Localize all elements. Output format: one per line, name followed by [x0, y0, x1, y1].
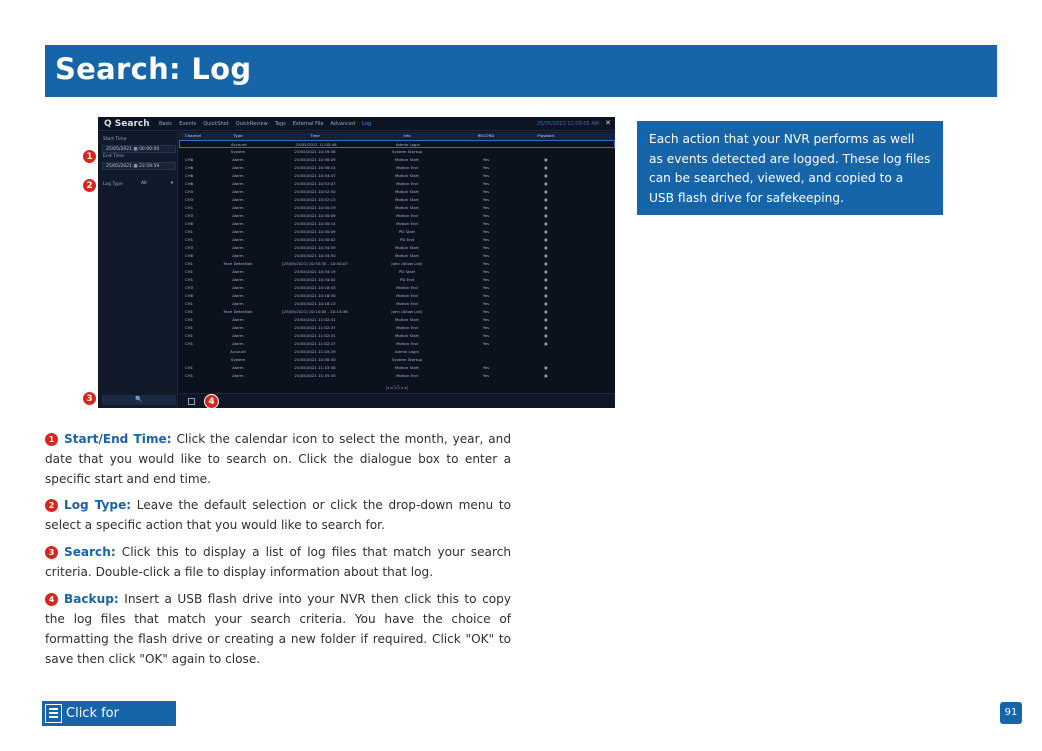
cell-record: Yes: [482, 173, 490, 178]
cell-channel: CH1: [185, 205, 194, 210]
cell-record: Yes: [482, 157, 490, 162]
cell-channel: CH6: [185, 181, 194, 186]
cell-record: [451, 356, 521, 364]
table-row[interactable]: [179, 300, 615, 308]
item-text: Insert a USB flash drive into your NVR then click this to copy the log files that match your search criteria. You have the choice of formatting the flash drive or creating a new folder if required. Click "OK" to save then click "OK" again to close.: [45, 592, 511, 666]
tab-external-file[interactable]: External File: [292, 121, 324, 127]
playback-icon[interactable]: ▣: [544, 373, 548, 378]
col-info[interactable]: Info: [403, 133, 411, 138]
table-row[interactable]: [179, 212, 615, 220]
cell-time: 25/05/2021 10:52:13: [294, 197, 336, 202]
item-text: Click this to display a list of log files that match your search criteria. Double-click a file to display information about that log.: [45, 545, 511, 579]
cell-type: Alarm: [232, 285, 244, 290]
cell-info: Motion End: [396, 165, 418, 170]
callout-marker-3: 3: [82, 391, 97, 406]
nvr-search-title: Q Search: [104, 119, 150, 129]
table-row[interactable]: [179, 244, 615, 252]
contents-link-label: Click for contents: [66, 706, 123, 746]
cell-time: 25/05/2021 10:34:50: [294, 253, 336, 258]
info-box: Each action that your NVR performs as well as events detected are logged. These log files can be searched, viewed, and copied to a USB flash drive for safekeeping.: [637, 121, 943, 215]
playback-icon[interactable]: ▣: [544, 181, 548, 186]
cell-playback: [521, 356, 571, 364]
calendar-icon[interactable]: ▦: [133, 147, 140, 152]
playback-icon[interactable]: ▣: [544, 245, 548, 250]
cell-info: Motion Start: [395, 317, 419, 322]
tab-events[interactable]: Events: [179, 121, 197, 127]
col-record[interactable]: RECORD: [477, 133, 495, 138]
cell-type: Alarm: [232, 197, 244, 202]
cell-record: Yes: [482, 261, 490, 266]
playback-icon[interactable]: ▣: [544, 253, 548, 258]
cell-channel: CH3: [185, 189, 194, 194]
cell-info: Motion End: [396, 293, 418, 298]
cell-channel: CH1: [185, 269, 194, 274]
cell-time: 25/05/2021 10:53:07: [294, 181, 336, 186]
cell-record: Yes: [482, 165, 490, 170]
number-badge: 2: [45, 499, 58, 512]
table-row[interactable]: [179, 164, 615, 172]
cell-time: 25/05/2021 10:34:59: [294, 245, 336, 250]
table-row[interactable]: [179, 220, 615, 228]
playback-icon[interactable]: ▣: [544, 293, 548, 298]
cell-info: Motion End: [396, 341, 418, 346]
callout-marker-4: 4: [204, 394, 219, 409]
cell-channel: CH1: [185, 277, 194, 282]
table-row[interactable]: [179, 308, 615, 316]
playback-icon[interactable]: ▣: [544, 173, 548, 178]
cell-time: 25/05/2021 10:18:43: [294, 285, 336, 290]
table-row[interactable]: [179, 156, 615, 164]
cell-time: 25/05/2021 11:02:41: [294, 317, 336, 322]
cell-type: Alarm: [232, 173, 244, 178]
cell-record: Yes: [482, 253, 490, 258]
cell-info: PD End: [400, 237, 414, 242]
cell-type: Alarm: [232, 213, 244, 218]
cell-time: [25/05/2021] 10:14:05 - 10:14:38: [282, 309, 348, 314]
cell-type: System: [230, 149, 246, 154]
cell-info: Motion End: [396, 325, 418, 330]
cell-info: Motion End: [396, 181, 418, 186]
cell-type: Alarm: [232, 341, 244, 346]
cell-type: System: [230, 357, 246, 362]
table-row[interactable]: [179, 372, 615, 380]
cell-time: 25/05/2021 11:45:43: [294, 373, 336, 378]
cell-record: [451, 348, 521, 356]
cell-record: Yes: [482, 325, 490, 330]
cell-time: 25/05/2021 10:50:14: [294, 221, 336, 226]
cell-playback: [521, 148, 571, 156]
table-row[interactable]: [179, 364, 615, 372]
calendar-icon[interactable]: ▦: [133, 164, 140, 169]
number-badge: 3: [45, 546, 58, 559]
cell-type: Alarm: [232, 277, 244, 282]
nvr-tab-bar: [159, 121, 371, 127]
cell-playback: [521, 348, 571, 356]
cell-record: Yes: [482, 237, 490, 242]
playback-icon[interactable]: ▣: [544, 285, 548, 290]
table-row[interactable]: [179, 268, 615, 276]
cell-info: PD End: [400, 277, 414, 282]
playback-icon[interactable]: ▣: [544, 301, 548, 306]
table-row[interactable]: [179, 148, 615, 156]
cell-type: Account: [230, 349, 246, 354]
number-badge: 1: [45, 433, 58, 446]
playback-icon[interactable]: ▣: [544, 189, 548, 194]
cell-time: 25/05/2021 10:58:14: [294, 165, 336, 170]
start-date-value: 25/05/2021: [106, 147, 132, 152]
playback-icon[interactable]: ▣: [544, 165, 548, 170]
playback-icon[interactable]: ▣: [544, 261, 548, 266]
cell-channel: CH1: [185, 261, 194, 266]
cell-type: Alarm: [232, 165, 244, 170]
col-type[interactable]: Type: [233, 133, 243, 138]
log-type-label: Log Type: [103, 182, 123, 187]
cell-record: [451, 148, 521, 156]
playback-icon[interactable]: ▣: [544, 205, 548, 210]
end-date-value: 25/05/2021: [106, 164, 132, 169]
start-time-field[interactable]: [102, 145, 176, 153]
cell-info: Motion End: [396, 221, 418, 226]
cell-info: Admin Login: [394, 349, 420, 354]
table-row[interactable]: [179, 236, 615, 244]
end-time-field[interactable]: [102, 162, 176, 170]
playback-icon[interactable]: ▣: [544, 317, 548, 322]
cell-time: 25/05/2021 11:05:29: [294, 349, 336, 354]
cell-info: Motion End: [396, 213, 418, 218]
cell-type: Alarm: [232, 253, 244, 258]
nvr-log-screenshot: [98, 117, 615, 408]
playback-icon[interactable]: ▣: [544, 341, 548, 346]
cell-channel: CH6: [185, 221, 194, 226]
cell-type: Alarm: [232, 157, 244, 162]
chevron-down-icon: ▾: [170, 181, 173, 186]
end-time-label: End Time: [103, 154, 124, 159]
cell-info: Motion End: [396, 373, 418, 378]
cell-record: Yes: [482, 205, 490, 210]
playback-icon[interactable]: ▣: [544, 333, 548, 338]
cell-channel: CH6: [185, 253, 194, 258]
tab-tags[interactable]: Tags: [274, 121, 286, 127]
item-text: Leave the default selection or click the drop-down menu to select a specific action that you would like to search for.: [45, 498, 511, 532]
table-row[interactable]: [179, 276, 615, 284]
cell-time: 25/05/2021 10:58:09: [294, 157, 336, 162]
cell-record: Yes: [482, 269, 490, 274]
cell-channel: [179, 348, 209, 356]
cell-record: Yes: [482, 181, 490, 186]
tab-quickreview[interactable]: QuickReview: [235, 121, 268, 127]
cell-type: Alarm: [232, 317, 244, 322]
cell-channel: CH3: [185, 197, 194, 202]
cell-channel: CH6: [185, 293, 194, 298]
cell-channel: [180, 141, 210, 147]
cell-record: Yes: [482, 365, 490, 370]
description-search: [45, 542, 511, 582]
tab-quickshot[interactable]: QuickShot: [203, 121, 229, 127]
cell-type: Alarm: [232, 221, 244, 226]
cell-channel: CH1: [185, 309, 194, 314]
cell-channel: [179, 356, 209, 364]
page-title: Search: Log: [55, 52, 252, 86]
cell-time: 25/05/2021 10:50:19: [294, 205, 336, 210]
cell-info: System Startup: [391, 357, 423, 362]
cell-channel: CH1: [185, 237, 194, 242]
cell-type: Alarm: [232, 245, 244, 250]
cell-record: Yes: [482, 189, 490, 194]
cell-info: PD Start: [398, 269, 416, 274]
table-row[interactable]: [179, 348, 615, 356]
cell-info: PD Start: [398, 229, 416, 234]
item-heading: Log Type:: [64, 498, 132, 512]
cell-time: 25/05/2021 11:05:48: [295, 142, 337, 147]
cell-channel: CH6: [185, 157, 194, 162]
title-banner: [45, 45, 997, 97]
cell-record: Yes: [482, 293, 490, 298]
pagination[interactable]: |◂ ◂ 1/1 ▸ ▸|: [385, 385, 409, 390]
cell-time: 25/05/2021 10:58:30: [294, 357, 336, 362]
cell-time: 25/05/2021 10:59:48: [294, 149, 336, 154]
cell-time: 25/05/2021 11:43:58: [294, 365, 336, 370]
cell-info: Motion Start: [395, 173, 419, 178]
table-row[interactable]: [179, 260, 615, 268]
cell-type: Alarm: [232, 365, 244, 370]
cell-type: Alarm: [232, 189, 244, 194]
cell-info: John (Allow List): [391, 261, 423, 266]
cell-record: Yes: [482, 277, 490, 282]
tab-log[interactable]: Log: [362, 121, 372, 127]
playback-icon[interactable]: ▣: [544, 197, 548, 202]
table-row[interactable]: [179, 204, 615, 212]
cell-type: Alarm: [232, 229, 244, 234]
cell-channel: CH6: [185, 165, 194, 170]
cell-time: 25/05/2021 11:02:31: [294, 333, 336, 338]
cell-time: 25/05/2021 10:34:19: [294, 269, 336, 274]
item-heading: Search:: [64, 545, 116, 559]
cell-type: Face Detection: [223, 309, 253, 314]
cell-channel: CH6: [185, 173, 194, 178]
cell-type: Face Detection: [223, 261, 253, 266]
cell-info: Motion End: [396, 285, 418, 290]
cell-info: Motion Start: [395, 333, 419, 338]
cell-channel: CH1: [185, 341, 194, 346]
cell-time: [25/05/2021] 10:33:35 - 10:34:07: [282, 261, 348, 266]
nvr-datetime: 25/05/2021 11:09:05 AM: [536, 121, 599, 127]
cell-record: Yes: [482, 221, 490, 226]
cell-time: 25/05/2021 10:18:30: [294, 293, 336, 298]
log-type-value: All: [141, 181, 147, 186]
cell-time: 25/05/2021 10:54:47: [294, 173, 336, 178]
playback-icon[interactable]: ▣: [544, 221, 548, 226]
cell-type: Alarm: [232, 333, 244, 338]
tab-advanced[interactable]: Advanced: [330, 121, 356, 127]
cell-record: [452, 141, 522, 147]
cell-record: Yes: [482, 229, 490, 234]
contents-link[interactable]: [42, 701, 176, 746]
table-row[interactable]: [179, 356, 615, 364]
table-row[interactable]: [179, 284, 615, 292]
nvr-search-sidebar: [98, 132, 178, 408]
cell-time: 25/05/2021 11:02:37: [294, 325, 336, 330]
log-table-body: [179, 140, 615, 380]
cell-time: 25/05/2021 10:50:09: [294, 213, 336, 218]
log-type-select[interactable]: [138, 180, 176, 188]
log-table: [179, 132, 615, 380]
close-icon[interactable]: ✕: [605, 119, 611, 127]
description-log-type: [45, 495, 511, 535]
cell-info: Admin Login: [395, 142, 421, 147]
table-row[interactable]: [179, 188, 615, 196]
cell-type: Alarm: [232, 237, 244, 242]
cell-channel: CH1: [185, 301, 194, 306]
col-channel[interactable]: Channel: [185, 133, 201, 138]
cell-record: Yes: [482, 341, 490, 346]
description-backup: [45, 589, 511, 669]
playback-icon[interactable]: ▣: [544, 269, 548, 274]
col-time[interactable]: Time: [310, 133, 320, 138]
cell-type: Alarm: [232, 325, 244, 330]
cell-info: System Startup: [391, 149, 423, 154]
description-start-end-time: [45, 429, 511, 489]
cell-info: John (Allow List): [391, 309, 423, 314]
cell-type: Alarm: [232, 301, 244, 306]
number-badge: 4: [45, 593, 58, 606]
search-button[interactable]: [102, 395, 176, 405]
table-row[interactable]: [179, 316, 615, 324]
cell-record: Yes: [482, 309, 490, 314]
cell-type: Alarm: [232, 205, 244, 210]
cell-channel: CH3: [185, 245, 194, 250]
cell-channel: CH1: [185, 333, 194, 338]
playback-icon[interactable]: ▣: [544, 213, 548, 218]
cell-channel: CH1: [185, 317, 194, 322]
cell-time: 25/05/2021 10:34:02: [294, 277, 336, 282]
cell-type: Alarm: [232, 181, 244, 186]
cell-channel: CH3: [185, 213, 194, 218]
playback-icon[interactable]: ▣: [544, 277, 548, 282]
cell-record: Yes: [482, 317, 490, 322]
cell-record: Yes: [482, 301, 490, 306]
cell-record: Yes: [482, 333, 490, 338]
tab-basic[interactable]: Basic: [159, 121, 173, 127]
table-row[interactable]: [179, 180, 615, 188]
start-time-value: 00:00:00: [139, 147, 160, 152]
cell-record: Yes: [482, 213, 490, 218]
playback-icon[interactable]: ▣: [544, 365, 548, 370]
cell-time: 25/05/2021 10:50:09: [294, 229, 336, 234]
cell-type: Alarm: [232, 269, 244, 274]
search-icon: 🔍: [135, 396, 143, 403]
cell-channel: CH1: [185, 373, 194, 378]
table-row[interactable]: [179, 140, 615, 148]
callout-marker-2: 2: [82, 178, 97, 193]
table-row[interactable]: [179, 292, 615, 300]
start-time-label: Start Time: [103, 137, 127, 142]
table-row[interactable]: [179, 228, 615, 236]
cell-playback: [522, 141, 572, 147]
cell-info: Motion Start: [395, 197, 419, 202]
nvr-topbar: [98, 117, 615, 131]
cell-info: Motion Start: [395, 245, 419, 250]
cell-channel: [179, 148, 209, 156]
cell-record: Yes: [482, 245, 490, 250]
callout-marker-1: 1: [82, 149, 97, 164]
cell-info: Motion Start: [395, 253, 419, 258]
cell-time: 25/05/2021 10:18:13: [294, 301, 336, 306]
cell-type: Account: [231, 142, 247, 147]
end-time-value: 23:59:59: [139, 164, 160, 169]
cell-type: Alarm: [232, 293, 244, 298]
table-row[interactable]: [179, 340, 615, 348]
cell-info: Motion Start: [395, 157, 419, 162]
cell-record: Yes: [482, 285, 490, 290]
cell-type: Alarm: [232, 373, 244, 378]
cell-info: Motion Start: [395, 189, 419, 194]
playback-icon[interactable]: ▣: [544, 229, 548, 234]
table-row[interactable]: [179, 172, 615, 180]
cell-channel: CH1: [185, 325, 194, 330]
log-table-header: [179, 132, 615, 140]
table-row[interactable]: [179, 324, 615, 332]
cell-time: 25/05/2021 10:50:02: [294, 237, 336, 242]
page-number: 91: [1000, 702, 1022, 724]
playback-icon[interactable]: ▣: [544, 309, 548, 314]
cell-info: Motion Start: [395, 205, 419, 210]
cell-time: 25/05/2021 10:52:30: [294, 189, 336, 194]
cell-time: 25/05/2021 11:02:27: [294, 341, 336, 346]
cell-info: Motion Start: [395, 365, 419, 370]
table-row[interactable]: [179, 252, 615, 260]
cell-info: Motion End: [396, 301, 418, 306]
nvr-bottom-bar: [179, 393, 615, 408]
item-heading: Backup:: [64, 592, 119, 606]
backup-icon[interactable]: [188, 398, 195, 405]
cell-channel: CH1: [185, 365, 194, 370]
contents-icon: [45, 704, 62, 723]
playback-icon[interactable]: ▣: [544, 157, 548, 162]
cell-record: Yes: [482, 373, 490, 378]
table-row[interactable]: [179, 196, 615, 204]
item-heading: Start/End Time:: [64, 432, 172, 446]
table-row[interactable]: [179, 332, 615, 340]
playback-icon[interactable]: ▣: [544, 325, 548, 330]
playback-icon[interactable]: ▣: [544, 237, 548, 242]
cell-record: Yes: [482, 197, 490, 202]
cell-channel: CH1: [185, 229, 194, 234]
item-text: Click the calendar icon to select the month, year, and date that you would like to search on. Click the dialogue box to enter a specific start and end time.: [45, 432, 511, 486]
col-playback[interactable]: Playback: [537, 133, 555, 138]
cell-channel: CH3: [185, 285, 194, 290]
